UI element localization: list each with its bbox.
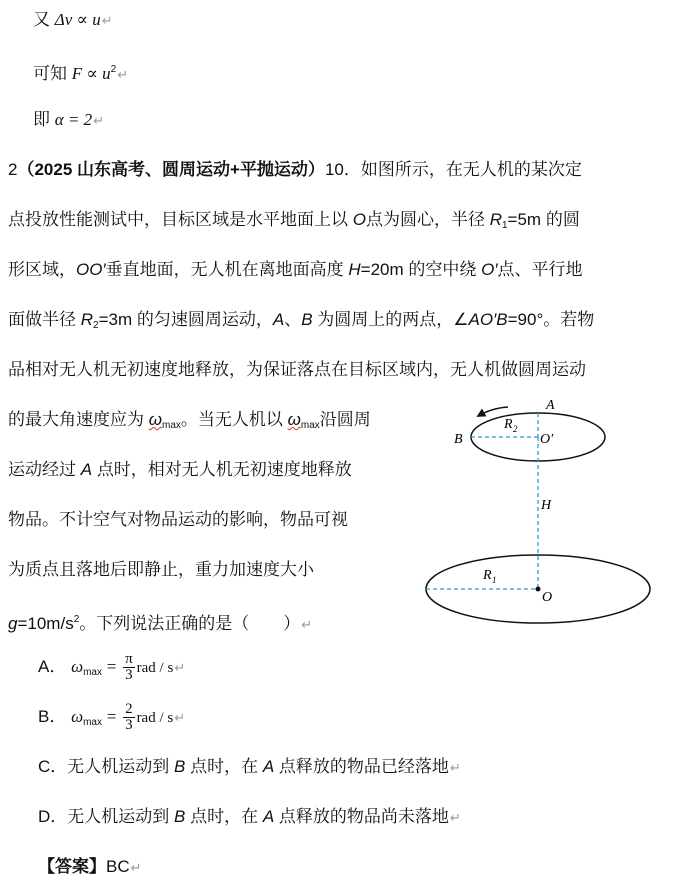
option-letter: D． <box>38 807 68 826</box>
text: 无人机运动到 <box>67 807 170 826</box>
text: 、 <box>284 310 302 329</box>
option-c[interactable] <box>38 755 461 780</box>
rotation-arrow <box>478 407 508 416</box>
text: 为质点且落地后即静止，重力加速度大小 <box>8 560 314 579</box>
text: 即 <box>33 110 50 129</box>
symbol: R <box>80 310 94 329</box>
text: 点时，在 <box>190 757 259 776</box>
answer <box>38 855 142 880</box>
option-letter: C． <box>38 757 68 776</box>
paragraph-mark: ↵ <box>117 67 129 82</box>
problem-line-3 <box>8 258 583 282</box>
omega-max <box>288 410 320 429</box>
formula: Δv ∝ u <box>54 10 101 29</box>
symbol: ω <box>287 410 301 429</box>
problem-tag: （2025 山东高考、圆周运动+平抛运动） <box>17 160 325 179</box>
text: 点、平行地 <box>497 260 583 279</box>
paragraph-mark: ↵ <box>449 760 461 775</box>
derivation-line-1 <box>33 8 113 33</box>
center-point <box>536 587 541 592</box>
paragraph-mark: ↵ <box>174 710 186 725</box>
symbol: R <box>489 210 502 229</box>
subscript: max <box>83 717 102 728</box>
symbol: O′ <box>481 260 498 279</box>
exponent: 2 <box>110 64 117 75</box>
symbol: AO′B <box>468 310 508 329</box>
question-index: 10． <box>324 160 361 179</box>
text: 点释放的物品尚未落地 <box>278 807 449 826</box>
text: 点投放性能测试中，目标区域是水平地面上以 <box>8 210 348 229</box>
symbol: ω <box>71 707 84 726</box>
exponent: 2 <box>73 614 80 625</box>
label-R1: R <box>483 568 492 583</box>
text: 。当无人机以 <box>180 410 283 429</box>
label-R1-sub: 1 <box>492 575 497 585</box>
text: 为圆周上的两点，∠ <box>317 310 469 329</box>
symbol: B <box>301 310 313 329</box>
symbol: H <box>348 260 361 279</box>
text: =10m/s <box>17 614 74 633</box>
label-O: O <box>542 590 553 605</box>
text: 点时，在 <box>190 807 259 826</box>
problem-line-2 <box>8 208 580 238</box>
text: 形区域， <box>8 260 76 279</box>
option-d[interactable] <box>38 805 461 830</box>
symbol: O <box>352 210 366 229</box>
text: 又 <box>33 10 50 29</box>
label-R2-sub: 2 <box>513 424 518 434</box>
text: 点时，相对无人机无初速度地释放 <box>96 460 352 479</box>
symbol: ω <box>148 410 162 429</box>
paragraph-mark: ↵ <box>174 660 186 675</box>
text: =5m 的圆 <box>507 210 580 229</box>
symbol: g <box>8 614 18 633</box>
unit: rad / s <box>136 660 174 676</box>
text: 运动经过 <box>8 460 76 479</box>
problem-number: 2 <box>8 160 18 179</box>
option-letter: A． <box>38 657 67 676</box>
subscript: max <box>300 420 320 431</box>
symbol: A <box>272 310 285 329</box>
subscript: 1 <box>501 220 508 231</box>
denominator: 3 <box>125 717 133 734</box>
option-letter: B． <box>38 707 67 726</box>
paragraph-mark: ↵ <box>130 860 142 875</box>
numerator: π <box>125 651 133 668</box>
text: =90°。若物 <box>507 310 595 329</box>
problem-line-6 <box>8 408 371 438</box>
fraction <box>123 652 135 683</box>
option-a[interactable]: A． $\omega_{max}$ = $\frac{\pi}{3}$ rad / s↵ <box>38 651 186 684</box>
symbol: ω <box>71 657 84 676</box>
text: 如图所示，在无人机的某次定 <box>360 160 582 179</box>
problem-line-5 <box>8 358 586 382</box>
text: =3m 的匀速圆周运动， <box>98 310 273 329</box>
answer-label: 【答案】 <box>38 857 106 876</box>
paragraph-mark: ↵ <box>93 113 105 128</box>
subscript: max <box>161 420 181 431</box>
text: 。下列说法正确的是（ ） <box>79 614 301 633</box>
symbol: OO′ <box>76 260 106 279</box>
omega-max <box>149 410 181 429</box>
problem-line-1 <box>8 158 582 182</box>
subscript: 2 <box>93 320 99 331</box>
paragraph-mark: ↵ <box>101 13 113 28</box>
symbol: A <box>80 460 93 479</box>
label-H: H <box>541 498 552 513</box>
problem-line-7 <box>8 458 352 482</box>
text: 点为圆心，半径 <box>365 210 485 229</box>
paragraph-mark: ↵ <box>449 810 461 825</box>
formula: F ∝ u <box>71 64 111 83</box>
derivation-line-2 <box>33 58 128 87</box>
subscript: max <box>83 667 102 678</box>
text: 品相对无人机无初速度地释放，为保证落点在目标区域内，无人机做圆周运动 <box>8 360 586 379</box>
text: 可知 <box>33 64 67 83</box>
denominator: 3 <box>125 667 133 684</box>
unit: rad / s <box>136 710 174 726</box>
symbol: B <box>174 757 186 776</box>
derivation-line-3 <box>33 108 104 133</box>
label-R2: R <box>504 417 513 432</box>
problem-line-10 <box>8 608 312 637</box>
problem-line-4 <box>8 308 594 338</box>
formula: α = 2 <box>54 110 93 129</box>
text: 点释放的物品已经落地 <box>278 757 449 776</box>
symbol: A <box>262 757 275 776</box>
symbol: B <box>174 807 186 826</box>
text: 的最大角速度应为 <box>8 410 144 429</box>
label-B: B <box>454 432 463 447</box>
paragraph-mark: ↵ <box>301 617 313 632</box>
text: 物品。不计空气对物品运动的影响，物品可视 <box>8 510 348 529</box>
option-b[interactable]: B． $\omega_{max}$ = $\frac{2}{3}$ rad / s↵ <box>38 701 186 734</box>
text: 沿圆周 <box>319 410 371 429</box>
problem-line-8 <box>8 508 348 532</box>
fraction <box>123 702 135 733</box>
problem-line-9 <box>8 558 314 582</box>
text: 面做半径 <box>8 310 76 329</box>
physics-diagram <box>422 392 672 632</box>
answer-value: BC <box>106 857 130 876</box>
symbol: A <box>262 807 275 826</box>
text: 垂直地面，无人机在离地面高度 <box>105 260 344 279</box>
text: =20m 的空中绕 <box>360 260 477 279</box>
label-Op: O′ <box>540 432 554 447</box>
text: 无人机运动到 <box>67 757 170 776</box>
numerator: 2 <box>125 701 133 718</box>
label-A: A <box>546 398 555 413</box>
